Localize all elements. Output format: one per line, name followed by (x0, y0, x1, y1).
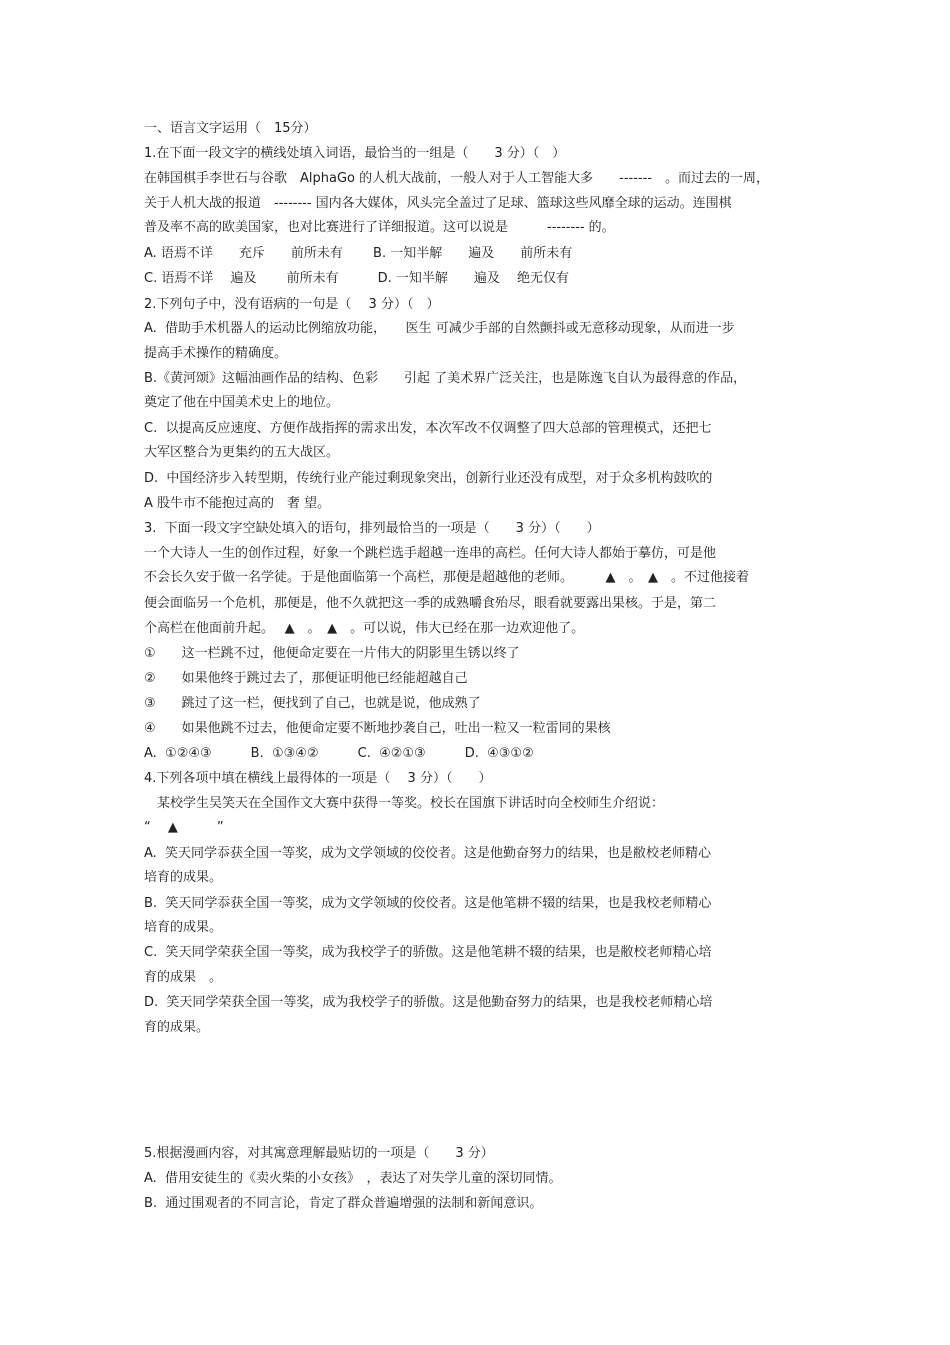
question-4-option-b: B. 笑天同学忝获全国一等奖，成为文学领域的佼佼者。这是他笔耕不辍的结果，也是我校老师精心 (144, 896, 712, 911)
question-2-option-b: 奠定了他在中国美术史上的地位。 (144, 395, 340, 410)
question-5-option-a: A. 借用安徒生的《卖火柴的小女孩》 ，表达了对失学儿童的深切同情。 (144, 1171, 562, 1186)
question-2-stem: 2.下列句子中，没有语病的一句是（ 3 分）（ ） (144, 297, 440, 312)
question-4-blank: “ ▲ ” (144, 820, 224, 835)
question-4-option-b: 培育的成果。 (144, 920, 223, 935)
question-4-stem: 4.下列各项中填在横线上最得体的一项是（ 3 分）（ ） (144, 771, 492, 786)
question-3-stem: 3. 下面一段文字空缺处填入的语句，排列最恰当的一项是（ 3 分）（ ） (144, 521, 600, 536)
question-3-sentence-4: ④ 如果他跳不过去，他便命定要不断地抄袭自己，吐出一粒又一粒雷同的果核 (144, 721, 611, 736)
question-4-context: 某校学生吴笑天在全国作文大赛中获得一等奖。校长在国旗下讲话时向全校师生介绍说： (144, 796, 665, 811)
question-2-option-b: B.《黄河颂》这幅油画作品的结构、色彩 引起 了美术界广泛关注，也是陈逸飞自认为最得意的作品， (144, 371, 747, 386)
question-3-options: A. ①②④③ B. ①③④② C. ④②①③ D. ④③①② (144, 746, 534, 761)
question-1-passage-line: 普及率不高的欧美国家，也对比赛进行了详细报道。这可以说是 -------- 的。 (144, 220, 615, 235)
question-1-options: A. 语焉不详 充斥 前所未有 B. 一知半解 遍及 前所未有 (144, 246, 573, 261)
question-3-sentence-1: ① 这一栏跳不过，他便命定要在一片伟大的阴影里生锈以终了 (144, 646, 520, 661)
question-4-option-d: 育的成果。 (144, 1020, 210, 1035)
question-3-sentence-3: ③ 跳过了这一栏，便找到了自己，也就是说，他成熟了 (144, 696, 481, 711)
question-2-option-d: A 股牛市不能抱过高的 奢 望。 (144, 496, 331, 511)
question-1-passage-line: 在韩国棋手李世石与谷歌 AlphaGo 的人机大战前，一般人对于人工智能大多 ------- 。而过去的一周， (144, 171, 769, 186)
question-3-passage-line: 一个大诗人一生的创作过程，好象一个跳栏选手超越一连串的高栏。任何大诗人都始于摹仿，可是他 (144, 546, 717, 561)
question-4-option-a: A. 笑天同学忝获全国一等奖，成为文学领域的佼佼者。这是他勤奋努力的结果，也是敝校老师精心 (144, 846, 712, 861)
question-4-option-d: D. 笑天同学荣获全国一等奖，成为我校学子的骄傲。这是他勤奋努力的结果，也是我校老师精心培 (144, 995, 713, 1010)
question-1-passage-line: 关于人机大战的报道 -------- 国内各大媒体，风头完全盖过了足球、篮球这些风靡全球的运动。连围棋 (144, 196, 732, 211)
question-4-option-a: 培育的成果。 (144, 870, 223, 885)
question-4-option-c: C. 笑天同学荣获全国一等奖，成为我校学子的骄傲。这是他笔耕不辍的结果，也是敝校老师精心培 (144, 945, 712, 960)
question-3-passage-line: 不会长久安于做一名学徒。于是他面临第一个高栏，那便是超越他的老师。 ▲ 。 ▲ 。不过他接着 (144, 570, 749, 585)
question-4-option-c: 育的成果 。 (144, 970, 223, 985)
question-2-option-c: C. 以提高反应速度、方便作战指挥的需求出发，本次军改不仅调整了四大总部的管理模式，还把七 (144, 421, 712, 436)
question-5-option-b: B. 通过围观者的不同言论，肯定了群众普遍增强的法制和新闻意识。 (144, 1196, 543, 1211)
question-1-stem: 1.在下面一段文字的横线处填入词语，最恰当的一组是（ 3 分）（ ） (144, 146, 566, 161)
question-3-passage-line: 个高栏在他面前升起。 ▲ 。 ▲ 。可以说，伟大已经在那一边欢迎他了。 (144, 621, 585, 636)
question-3-sentence-2: ② 如果他终于跳过去了，那便证明他已经能超越自己 (144, 671, 468, 686)
question-2-option-c: 大军区整合为更集约的五大战区。 (144, 445, 340, 460)
question-2-option-d: D. 中国经济步入转型期，传统行业产能过剩现象突出，创新行业还没有成型，对于众多机构鼓吹的 (144, 471, 713, 486)
question-5-stem: 5.根据漫画内容，对其寓意理解最贴切的一项是（ 3 分） (144, 1146, 494, 1161)
question-2-option-a: A. 借助手术机器人的运动比例缩放功能， 医生 可减少手部的自然颤抖或无意移动现象，从而进一步 (144, 321, 735, 336)
section-heading: 一、语言文字运用（ 15分） (144, 121, 317, 136)
question-2-option-a: 提高手术操作的精确度。 (144, 346, 288, 361)
question-1-options: C. 语焉不详 遍及 前所未有 D. 一知半解 遍及 绝无仅有 (144, 271, 570, 286)
question-3-passage-line: 便会面临另一个危机，那便是，他不久就把这一季的成熟嚼食殆尽，眼看就要露出果核。于是，第二 (144, 596, 717, 611)
